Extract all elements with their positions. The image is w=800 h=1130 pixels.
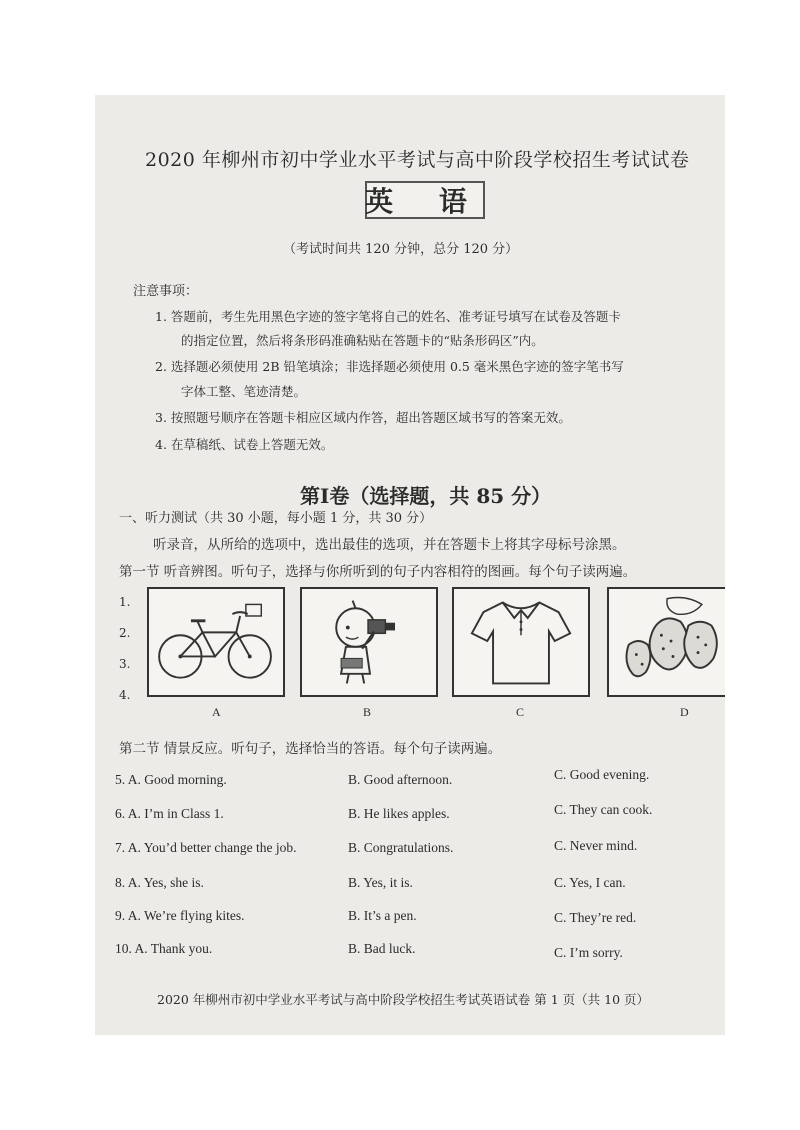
question-8-option-a: 8. A. Yes, she is.	[115, 875, 204, 890]
exam-title: 2020 年柳州市初中学业水平考试与高中阶段学校招生考试试卷	[145, 149, 690, 171]
part1-instruction: 听录音，从所给的选项中，选出最佳的选项，并在答题卡上将其字母标号涂黑。	[153, 537, 626, 553]
question-6-option-c: C. They can cook.	[554, 802, 653, 817]
notes-heading: 注意事项：	[133, 284, 199, 299]
exam-page	[95, 95, 725, 1035]
note-item-2-cont: 字体工整、笔迹清楚。	[181, 384, 307, 399]
question-5-option-c: C. Good evening.	[554, 767, 650, 782]
note-item-2: 2. 选择题必须使用 2B 铅笔填涂；非选择题必须使用 0.5 毫米黑色字迹的签字笔书写	[155, 359, 624, 374]
strawberries-icon	[609, 589, 725, 695]
picture-a	[147, 587, 285, 697]
note-item-3: 3. 按照题号顺序在答题卡相应区域内作答，超出答题区域书写的答案无效。	[155, 410, 571, 425]
section2-heading: 第二节 情景反应。听句子，选择恰当的答语。每个句子读两遍。	[119, 741, 502, 757]
question-5-option-a: 5. A. Good morning.	[115, 772, 227, 787]
picture-label-c: C	[516, 705, 525, 719]
question-6-option-b: B. He likes apples.	[348, 806, 450, 821]
note-item-4: 4. 在草稿纸、试卷上答题无效。	[155, 437, 334, 452]
picture-number-1: 1.	[119, 595, 131, 609]
picture-b	[300, 587, 438, 697]
question-9-option-b: B. It’s a pen.	[348, 908, 417, 923]
picture-label-a: A	[212, 705, 221, 719]
question-7-option-b: B. Congratulations.	[348, 840, 454, 855]
picture-label-d: D	[680, 705, 689, 719]
section1-heading: 第一节 听音辨图。听句子，选择与你所听到的句子内容相符的图画。每个句子读两遍。	[119, 564, 637, 580]
question-10-option-b: B. Bad luck.	[348, 941, 416, 956]
picture-label-b: B	[363, 705, 372, 719]
note-item-1: 1. 答题前，考生先用黑色字迹的签字笔将自己的姓名、准考证号填写在试卷及答题卡	[155, 309, 621, 324]
boy-with-camera-icon	[302, 589, 436, 695]
picture-number-2: 2.	[119, 626, 131, 640]
section-title: 第Ⅰ卷（选择题，共 85 分）	[300, 484, 552, 508]
question-10-option-a: 10. A. Thank you.	[115, 941, 213, 956]
bicycle-icon	[149, 589, 283, 695]
question-10-option-c: C. I’m sorry.	[554, 945, 623, 960]
part1-heading: 一、听力测试（共 30 小题，每小题 1 分，共 30 分）	[119, 511, 433, 526]
picture-number-4: 4.	[119, 688, 131, 702]
picture-c	[452, 587, 590, 697]
question-9-option-a: 9. A. We’re flying kites.	[115, 908, 245, 923]
question-9-option-c: C. They’re red.	[554, 910, 637, 925]
picture-number-3: 3.	[119, 657, 131, 671]
shirt-icon	[454, 589, 588, 695]
question-8-option-b: B. Yes, it is.	[348, 875, 413, 890]
question-8-option-c: C. Yes, I can.	[554, 875, 626, 890]
page-footer: 2020 年柳州市初中学业水平考试与高中阶段学校招生考试英语试卷 第 1 页（共 10 页）	[157, 992, 650, 1007]
note-item-1-cont: 的指定位置，然后将条形码准确粘贴在答题卡的“贴条形码区”内。	[181, 333, 544, 348]
exam-time-note: （考试时间共 120 分钟，总分 120 分）	[283, 242, 519, 257]
question-7-option-c: C. Never mind.	[554, 838, 638, 853]
question-5-option-b: B. Good afternoon.	[348, 772, 453, 787]
question-6-option-a: 6. A. I’m in Class 1.	[115, 806, 224, 821]
subject-title: 英 语	[365, 181, 485, 219]
picture-d	[607, 587, 725, 697]
question-7-option-a: 7. A. You’d better change the job.	[115, 840, 297, 855]
